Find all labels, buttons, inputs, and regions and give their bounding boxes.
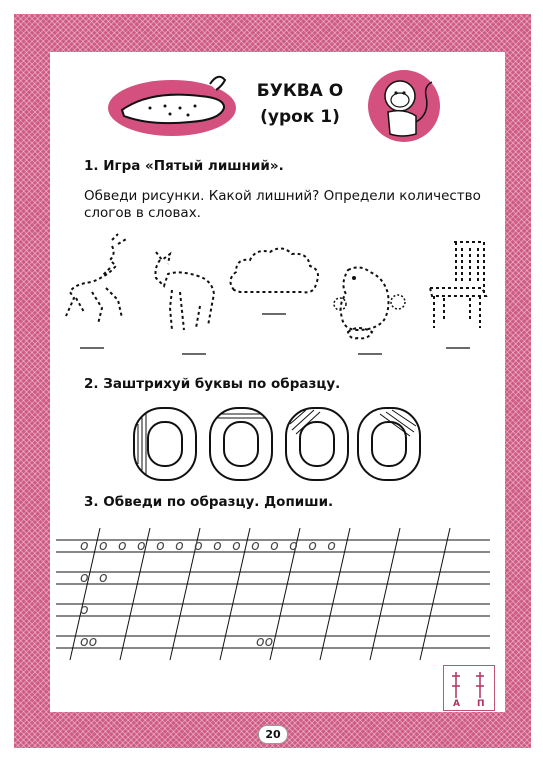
- task-2-heading: 2. Заштрихуй буквы по образцу.: [84, 376, 341, 392]
- trace-row-2: о о: [80, 570, 111, 586]
- trace-row-4-left: оо: [80, 634, 98, 650]
- task-1-instruction: Обведи рисунки. Какой лишний? Определи количество слогов в словах.: [84, 188, 481, 221]
- page-number: 20: [258, 725, 288, 744]
- badge-letter-p: П: [477, 699, 485, 709]
- task-1-heading: 1. Игра «Пятый лишний».: [84, 158, 284, 174]
- trace-row-3: о: [80, 602, 89, 618]
- trace-row-1: о о о о о о о о о о о о о о: [80, 538, 339, 554]
- trace-row-4-mid: оо: [256, 634, 274, 650]
- badge-letter-a: А: [453, 699, 460, 709]
- task-3-heading: 3. Обведи по образцу. Допиши.: [84, 494, 334, 510]
- letter-badge: [443, 665, 495, 711]
- title-line-2: (урок 1): [260, 107, 340, 127]
- badge-lines: [444, 666, 494, 710]
- title-line-1: БУКВА О: [256, 81, 344, 101]
